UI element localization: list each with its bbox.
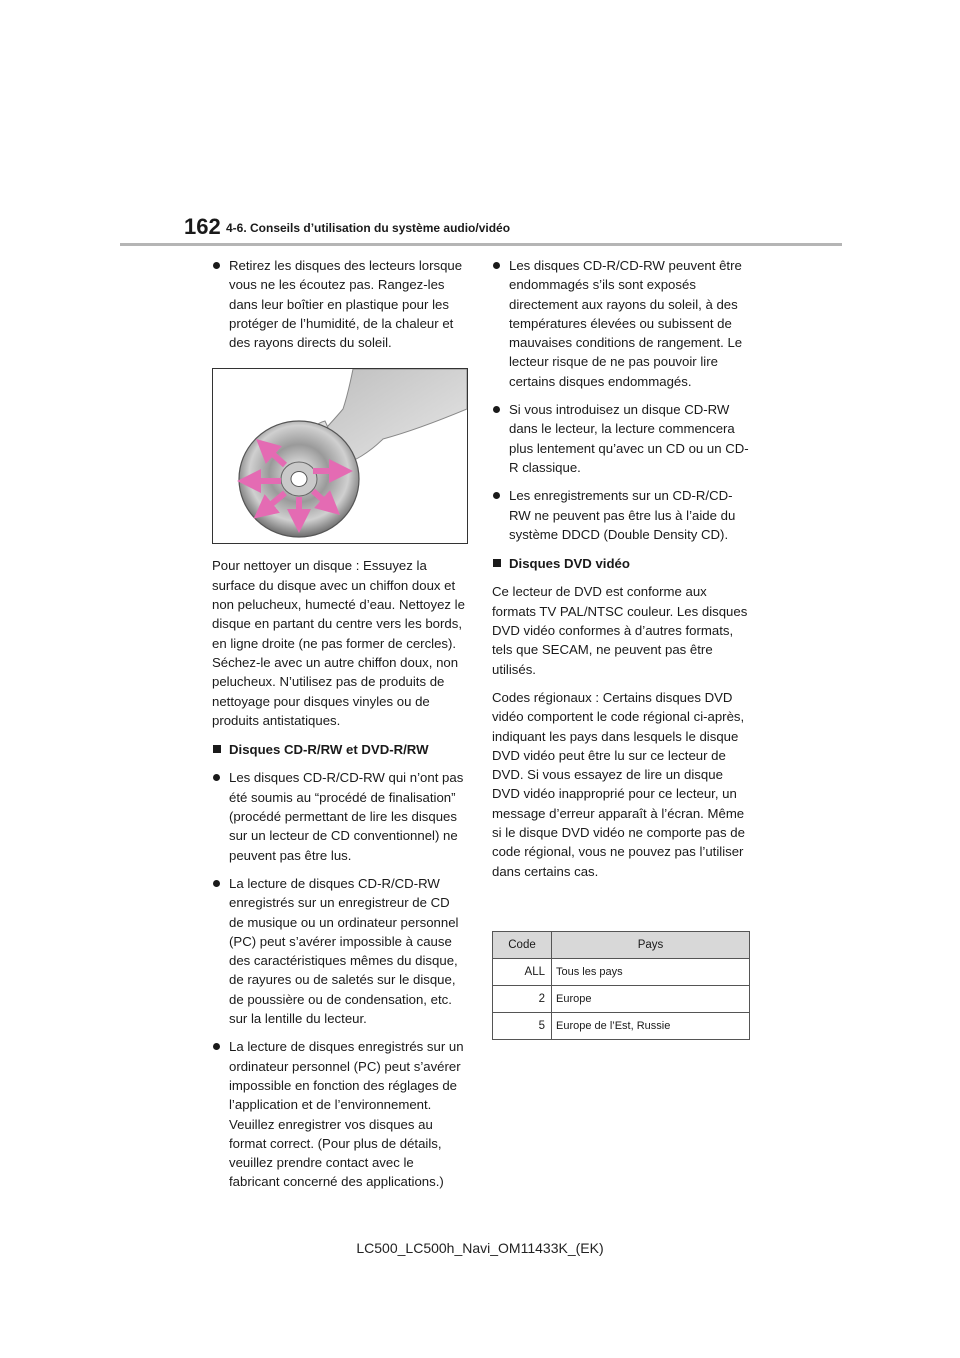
table-header-row [493,932,750,959]
country-cell: Europe de l’Est, Russie [552,1013,750,1040]
bullet-text: Les enregistrements sur un CD-R/CD-RW ne peuvent pas être lus à l’aide du système DDCD (Double Density CD). [509,488,736,542]
subhead-text: Disques DVD vidéo [509,556,630,572]
bullet-item [492,256,750,391]
table-row [493,1013,750,1040]
bullet-text: Retirez les disques des lecteurs lorsque vous ne les écoutez pas. Rangez-les dans leur boîtier en plastique pour les protéger de l’humidité, de la chaleur et des rayons directs du soleil. [229,258,463,351]
square-bullet-icon [213,745,221,753]
subhead-text: Disques CD-R/RW et DVD-R/RW [229,742,429,758]
footer-doc-id: LC500_LC500h_Navi_OM11433K_(EK) [356,1240,604,1256]
bullet-text: La lecture de disques CD-R/CD-RW enregistrés sur un enregistreur de CD de musique ou un ordinateur personnel (PC) peut s’avérer impossible à cause des caractéristiques mêmes du disque, de rayures ou de saletés sur le disque, de poussière ou de condensation, etc. sur la lentille du lecteur. [229,875,459,1027]
code-cell: 5 [493,1013,552,1040]
bullet-dot-icon [493,492,500,499]
page-number: 162 [184,214,221,239]
code-cell: ALL [493,959,552,986]
table-row [493,959,750,986]
dvd-paragraph: Ce lecteur de DVD est conforme aux formats TV PAL/NTSC couleur. Les disques DVD vidéo conformes à d’autres formats, tels que SECAM, ne peuvent pas être utilisés. [492,584,748,677]
region-code-table [492,931,750,1040]
section-title: 4-6. Conseils d’utilisation du système audio/vidéo [226,221,511,235]
bullet-dot-icon [213,880,220,887]
bullet-dot-icon [213,774,220,781]
bullet-item [212,874,467,1028]
column-header-country: Pays [552,932,750,959]
column-header-code: Code [493,932,552,959]
bullet-dot-icon [213,262,220,269]
right-column [492,256,750,890]
header-rule [120,243,842,246]
code-cell: 2 [493,986,552,1013]
country-cell: Tous les pays [552,959,750,986]
bullet-text: Si vous introduisez un disque CD-RW dans le lecteur, la lecture commencera plus lentement qu’avec un CD ou un CD-R classique. [509,402,749,475]
subhead-dvd [492,554,750,573]
square-bullet-icon [493,559,501,567]
region-paragraph: Codes régionaux : Certains disques DVD vidéo comportent le code régional ci-après, indiquant les pays dans lesquels le disque DVD vidéo peut être lu sur ce lecteur de DVD. Si vous essayez de lire un disque DVD vidéo inapproprié pour ce lecteur, un message d’erreur apparaît à l’écran. Même si le disque DVD vidéo ne comporte pas de code régional, vous ne pouvez pas l’utiliser dans certains cas. [492,689,745,879]
bullet-dot-icon [493,262,500,269]
disc-cleaning-illustration [212,368,468,544]
cleaning-paragraph: Pour nettoyer un disque : Essuyez la surface du disque avec un chiffon doux et non pelucheux, humecté d’eau. Nettoyez le disque en partant du centre vers les bords, en ligne droite (ne pas former de cercles). Séchez-le avec un autre chiffon doux, non pelucheux. N’utilisez pas de produits de nettoyage pour disques vinyles ou de produits antistatiques. [212,558,465,728]
bullet-text: Les disques CD-R/CD-RW qui n’ont pas été soumis au “procédé de finalisation” (procédé permettant de lire les disques sur un lecteur de CD conventionnel) ne peuvent pas être lus. [229,770,464,863]
bullet-item [212,1037,467,1191]
subhead-cdr [212,740,467,759]
bullet-item [492,486,750,544]
bullet-item [212,256,467,352]
left-column [212,256,467,1201]
table-row [493,986,750,1013]
country-cell: Europe [552,986,750,1013]
bullet-text: Les disques CD-R/CD-RW peuvent être endommagés s’ils sont exposés directement aux rayons du soleil, à des températures élevées ou subissent de mauvaises conditions de rangement. Le lecteur risque de ne pas pouvoir lire certains disques endommagés. [509,258,743,389]
bullet-dot-icon [493,406,500,413]
bullet-dot-icon [213,1043,220,1050]
bullet-item [212,768,467,864]
bullet-text: La lecture de disques enregistrés sur un ordinateur personnel (PC) peut s’avérer impossible en fonction des réglages de l’application et de l’environnement. Veuillez enregistrer vos disques au format correct. (Pour plus de détails, veuillez prendre contact avec le fabricant concerné des applications.) [229,1039,464,1190]
bullet-item [492,400,750,477]
